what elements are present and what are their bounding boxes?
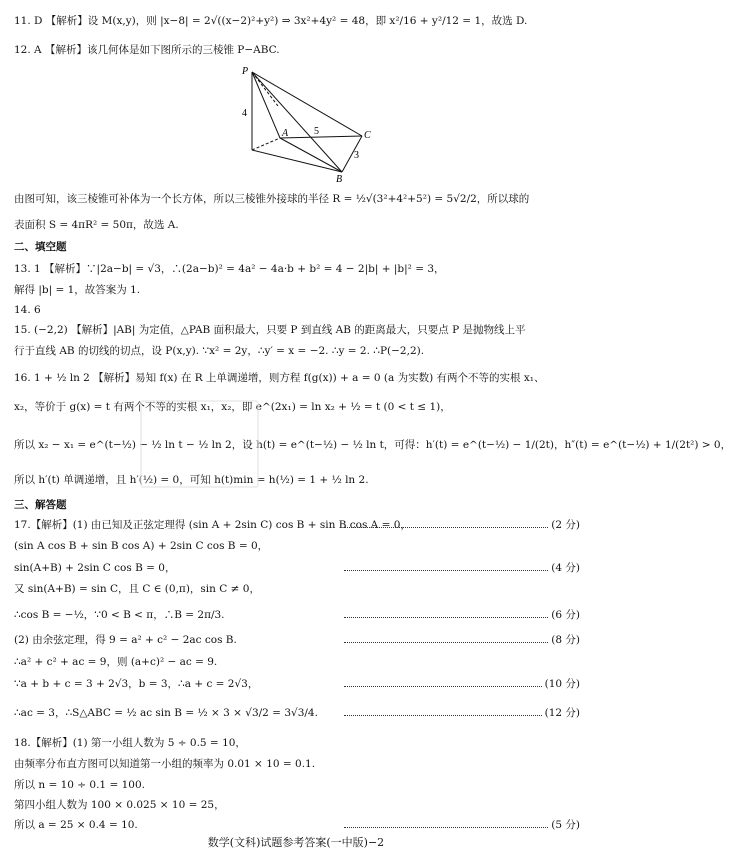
- label-c: C: [364, 130, 371, 141]
- pyramid-figure: [238, 66, 378, 185]
- answer-line-text: x₂，等价于 g(x) = t 有两个不等的实根 x₁，x₂，即 e^(2x₁) = ln x₂ + ½ = t (0 < t ≤ 1)，: [14, 401, 451, 413]
- answer-line-text: (2) 由余弦定理，得 9 = a² + c² − 2ac cos B.: [14, 634, 237, 646]
- section-heading: [14, 498, 580, 512]
- answer-line-text: 由频率分布直方图可以知道第一小组的频率为 0.01 × 10 = 0.1.: [14, 758, 316, 770]
- answer-line: [14, 344, 580, 358]
- answer-line: [14, 14, 580, 28]
- answer-line-text: 16. 1 + ½ ln 2 【解析】易知 f(x) 在 R 上单调递增，则方程 f(g(x)) + a = 0 (a 为实数) 有两个不等的实根 x₁、: [14, 372, 545, 384]
- leader-dots: [344, 518, 550, 528]
- answer-line-text: 解得 |b| = 1，故答案为 1.: [14, 284, 141, 296]
- edge-a-front: [252, 138, 280, 150]
- answer-line: [14, 518, 580, 532]
- leader-dots: [344, 677, 550, 687]
- edge-base-right: [342, 136, 362, 172]
- answer-line: [14, 473, 580, 487]
- answer-line-text: 二、填空题: [14, 241, 67, 253]
- edge-p-b: [252, 72, 342, 172]
- answer-line: [14, 757, 580, 771]
- leader-dots: [344, 706, 550, 716]
- answer-line: [14, 706, 580, 720]
- answer-line-text: ∵a + b + c = 3 + 2√3，b = 3，∴a + c = 2√3，: [14, 678, 259, 690]
- label-edge-5: 5: [314, 126, 319, 137]
- answer-line: [14, 303, 580, 317]
- answer-line-text: 表面积 S = 4πR² = 50π，故选 A.: [14, 219, 179, 231]
- leader-dots: [344, 608, 550, 618]
- answer-line: [14, 539, 580, 553]
- answer-line-text: ∴cos B = −½，∵0 < B < π，∴B = 2π/3.: [14, 609, 225, 621]
- label-p: P: [242, 66, 249, 77]
- answer-line: [14, 438, 731, 452]
- answer-line-text: 所以 n = 10 ÷ 0.1 = 100.: [14, 779, 145, 791]
- leader-dots: [344, 633, 550, 643]
- answer-line: [14, 818, 580, 832]
- answer-line-text: 所以 x₂ − x₁ = e^(t−½) − ½ ln t − ½ ln 2，设 h(t) = e^(t−½) − ½ ln t，可得：h′(t) = e^(t−½) − 1/(2t)，h″(t) = e^(t−½) + 1/(2t²) > 0，: [14, 439, 731, 451]
- answer-line: [14, 283, 580, 297]
- answer-line-text: 18.【解析】(1) 第一小组人数为 5 ÷ 0.5 = 10，: [14, 737, 246, 749]
- answer-line-text: 14. 6: [14, 304, 41, 316]
- answer-line-text: ∴a² + c² + ac = 9，则 (a+c)² − ac = 9.: [14, 656, 218, 668]
- label-b: B: [336, 174, 343, 185]
- answer-line: [14, 608, 580, 622]
- answer-line-text: 12. A 【解析】该几何体是如下图所示的三棱锥 P−ABC.: [14, 44, 280, 56]
- score-label: (4 分): [548, 561, 580, 575]
- answer-line-text: 行于直线 AB 的切线的切点，设 P(x,y). ∵x² = 2y，∴y′ = x = −2. ∴y = 2. ∴P(−2,2).: [14, 345, 425, 357]
- answer-line-text: 又 sin(A+B) = sin C，且 C ∈ (0,π)，sin C ≠ 0，: [14, 583, 260, 595]
- score-label: (12 分): [542, 706, 580, 720]
- answer-line: [14, 192, 580, 206]
- answer-line: [14, 262, 580, 276]
- edge-a-c: [280, 136, 362, 138]
- edge-hidden-diag: [252, 72, 278, 106]
- edge-p-c: [252, 72, 362, 136]
- answer-line-text: 17.【解析】(1) 由已知及正弦定理得 (sin A + 2sin C) cos B + sin B cos A = 0，: [14, 519, 411, 531]
- answer-line: [14, 561, 580, 575]
- answer-line-text: sin(A+B) + 2sin C cos B = 0，: [14, 562, 176, 574]
- answer-line: [14, 323, 580, 337]
- answer-line: [14, 798, 580, 812]
- leader-dots: [344, 561, 550, 571]
- answer-line: [14, 218, 580, 232]
- answer-line: [14, 778, 580, 792]
- answer-line-text: 由图可知，该三棱锥可补体为一个长方体，所以三棱锥外接球的半径 R = ½√(3²+4²+5²) = 5√2/2，所以球的: [14, 193, 530, 205]
- answer-line: [14, 400, 580, 414]
- answer-line: [14, 582, 580, 596]
- score-label: (10 分): [542, 677, 580, 691]
- answer-line-text: 三、解答题: [14, 499, 67, 511]
- answer-line-text: 第四小组人数为 100 × 0.025 × 10 = 25，: [14, 799, 225, 811]
- answer-line-text: 15. (−2,2) 【解析】|AB| 为定值，△PAB 面积最大，只要 P 到直线 AB 的距离最大，只要点 P 是抛物线上平: [14, 324, 526, 336]
- watermark-stamp: [140, 400, 259, 488]
- score-label: (6 分): [548, 608, 580, 622]
- edge-p-a: [252, 72, 280, 138]
- label-a: A: [282, 128, 289, 139]
- score-label: (2 分): [548, 518, 580, 532]
- score-label: (5 分): [548, 818, 580, 832]
- edge-a-b: [280, 138, 342, 172]
- answer-line-text: 所以 h′(t) 单调递增，且 h′(½) = 0，可知 h(t)min = h(½) = 1 + ½ ln 2.: [14, 474, 369, 486]
- answer-line-text: 所以 a = 25 × 0.4 = 10.: [14, 819, 138, 831]
- page-footer: 数学(文科)试题参考答案(一中版)−2: [207, 836, 385, 849]
- edge-base-front: [252, 150, 342, 172]
- answer-line: [14, 371, 580, 385]
- score-label: (8 分): [548, 633, 580, 647]
- leader-dots: [344, 818, 550, 828]
- answer-line-text: 13. 1 【解析】∵|2a−b| = √3，∴(2a−b)² = 4a² − 4a·b + b² = 4 − 2|b| + |b|² = 3，: [14, 263, 445, 275]
- answer-line: [14, 736, 580, 750]
- label-edge-3: 3: [354, 150, 359, 161]
- answer-line: [14, 633, 580, 647]
- answer-line-text: ∴ac = 3，∴S△ABC = ½ ac sin B = ½ × 3 × √3/2 = 3√3/4.: [14, 707, 318, 719]
- answer-line-text: 11. D 【解析】设 M(x,y)，则 |x−8| = 2√((x−2)²+y²) ⇒ 3x²+4y² = 48，即 x²/16 + y²/12 = 1，故选 D.: [14, 15, 528, 27]
- answer-line: [14, 677, 580, 691]
- label-edge-4: 4: [242, 108, 247, 119]
- answer-line: [14, 655, 580, 669]
- answer-line-text: (sin A cos B + sin B cos A) + 2sin C cos B = 0，: [14, 540, 269, 552]
- answer-line: [14, 43, 580, 57]
- section-heading: [14, 240, 580, 254]
